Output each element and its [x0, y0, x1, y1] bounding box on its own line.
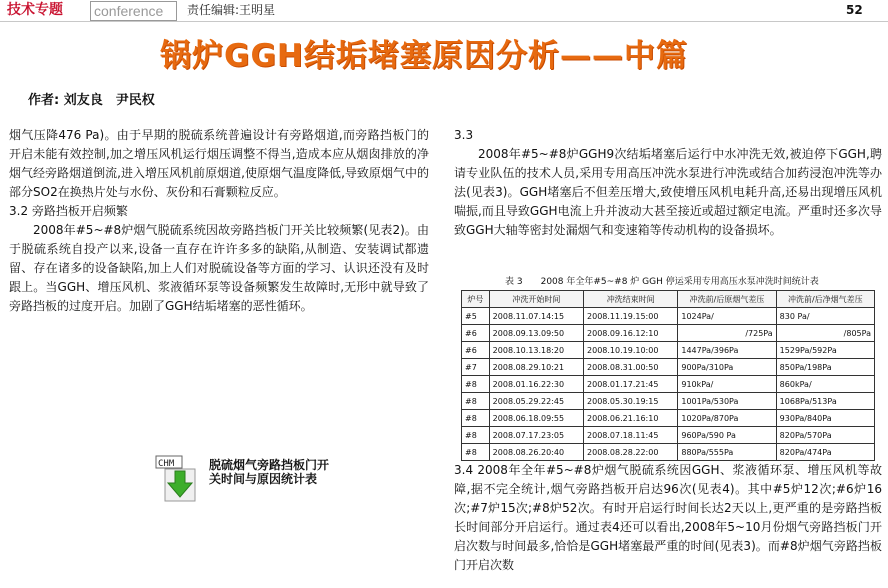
header-divider: [0, 21, 888, 22]
article-authors: 作者: 刘友良 尹民权: [28, 93, 155, 108]
table-cell: #7: [462, 359, 490, 376]
table-cell: 2008.06.21.16:10: [584, 410, 678, 427]
table-cell: 1024Pa/: [678, 308, 776, 325]
table-header-row: [462, 291, 875, 308]
table-cell: 850Pa/198Pa: [776, 359, 874, 376]
table-cell: 1529Pa/592Pa: [776, 342, 874, 359]
table-cell: 960Pa/590 Pa: [678, 427, 776, 444]
table-cell: 2008.08.26.20:40: [489, 444, 583, 461]
table-cell: 2008.11.07.14:15: [489, 308, 583, 325]
column-header: 冲洗结束时间: [584, 291, 678, 308]
section-heading: 3.2 旁路挡板开启频繁: [9, 204, 128, 218]
table-cell: 1001Pa/530Pa: [678, 393, 776, 410]
table-caption: 表 3 2008 年全年#5~#8 炉 GGH 停运采用专用高压水泵冲洗时间统计表: [505, 277, 819, 287]
chm-file-icon[interactable]: [155, 455, 205, 503]
table-cell: 820Pa/474Pa: [776, 444, 874, 461]
table-cell: 2008.08.28.22:00: [584, 444, 678, 461]
table-cell: 900Pa/310Pa: [678, 359, 776, 376]
table-cell: 2008.05.30.19:15: [584, 393, 678, 410]
table-row: [462, 325, 875, 342]
table-row: [462, 359, 875, 376]
table-row: [462, 427, 875, 444]
section-tag-en: conference: [90, 1, 177, 21]
right-column-bottom: [454, 461, 882, 575]
table-row: [462, 410, 875, 427]
left-column: [9, 126, 429, 316]
table-cell: #8: [462, 376, 490, 393]
table-cell: 830 Pa/: [776, 308, 874, 325]
table-cell: #8: [462, 410, 490, 427]
table-row: [462, 376, 875, 393]
table-cell: 2008.05.29.22:45: [489, 393, 583, 410]
page-number: 52: [846, 3, 863, 17]
table-cell: #8: [462, 393, 490, 410]
table-cell: 2008.01.17.21:45: [584, 376, 678, 393]
table-cell: 880Pa/555Pa: [678, 444, 776, 461]
table-cell: /725Pa: [678, 325, 776, 342]
table-cell: 2008.11.19.15:00: [584, 308, 678, 325]
table-cell: 910kPa/: [678, 376, 776, 393]
column-header: 冲洗前/后原烟气差压: [678, 291, 776, 308]
column-header: 冲洗前/后净烟气差压: [776, 291, 874, 308]
table-cell: #6: [462, 325, 490, 342]
section-tag: 技术专题: [7, 2, 63, 18]
table-cell: 1068Pa/513Pa: [776, 393, 874, 410]
editor-credit: 责任编辑:王明星: [187, 3, 276, 17]
table-cell: 2008.08.31.00:50: [584, 359, 678, 376]
section-heading: 3.3: [454, 128, 474, 142]
table-cell: 2008.08.29.10:21: [489, 359, 583, 376]
right-column-top: [454, 126, 882, 240]
table-cell: 930Pa/840Pa: [776, 410, 874, 427]
table-row: [462, 393, 875, 410]
paragraph: 3.4 2008年全年#5~#8炉烟气脱硫系统因GGH、浆液循环泵、增压风机等故障,据不完全统计,烟气旁路挡板开启达96次(见表4)。其中#5炉12次;#6炉16次;#7炉15次;#8炉52次。有时开启运行时间长达2天以上,更严重的是旁路挡板长时间部分开启运行。通过表4还可以看出,2008年5~10月份烟气旁路挡板门开启次数与时间最多,恰恰是GGH堵塞最严重的时间(见表3)。而#8炉烟气旁路挡板门开启次数: [454, 463, 882, 572]
table-row: [462, 342, 875, 359]
table-cell: 2008.09.16.12:10: [584, 325, 678, 342]
table-cell: /805Pa: [776, 325, 874, 342]
table-cell: #6: [462, 342, 490, 359]
paragraph: 烟气压降476 Pa)。由于早期的脱硫系统普遍设计有旁路烟道,而旁路挡板门的开启未能有效控制,加之增压风机运行烟压调整不得当,造成本应从烟囱排放的净烟气经旁路烟道倒流,进入增压风机前原烟道,使原烟气温度降低,导致原烟气中的部分SO2在换热片处与水份、灰份和石膏颗粒反应。: [9, 128, 429, 199]
paragraph: 2008年#5~#8炉GGH9次结垢堵塞后运行中水冲洗无效,被迫停下GGH,聘请专业队伍的技术人员,采用专用高压冲洗水泵进行冲洗或结合加药浸泡冲洗等办法(见表3)。GGH堵塞后不但差压增大,致使增压风机电耗升高,还易出现增压风机喘振,而且导致GGH电流上升并波动大甚至接近或超过额定电流。严重时还多次导致GGH大轴等密封处漏烟气和变速箱等传动机构的设备损坏。: [454, 147, 882, 237]
column-header: 炉号: [462, 291, 490, 308]
table-cell: 2008.06.18.09:55: [489, 410, 583, 427]
table-cell: 2008.07.18.11:45: [584, 427, 678, 444]
table-row: [462, 308, 875, 325]
paragraph: 2008年#5~#8炉烟气脱硫系统因故旁路挡板门开关比较频繁(见表2)。由于脱硫系统自投产以来,设备一直存在许许多多的缺陷,从制造、安装调试都遗留、存在诸多的设备缺陷,加上人们对脱硫设备等方面的学习、认识还没有及时跟上。当GGH、增压风机、浆液循环泵等设备频繁发生故障时,无形中就导致了旁路挡板的过度开启。加剧了GGH结垢堵塞的恶性循环。: [9, 223, 429, 313]
flush-statistics-table: [461, 290, 875, 461]
table-cell: 2008.10.19.10:00: [584, 342, 678, 359]
page-header: [0, 0, 888, 22]
chm-icon-label: CHM: [158, 459, 175, 469]
table-row: [462, 444, 875, 461]
article-title: 锅炉GGH结垢堵塞原因分析——中篇: [160, 38, 688, 74]
table-cell: 820Pa/570Pa: [776, 427, 874, 444]
table-cell: 2008.07.17.23:05: [489, 427, 583, 444]
table-cell: #5: [462, 308, 490, 325]
table-cell: 2008.01.16.22:30: [489, 376, 583, 393]
table-cell: 2008.09.13.09:50: [489, 325, 583, 342]
table-cell: #8: [462, 444, 490, 461]
table-cell: 860kPa/: [776, 376, 874, 393]
table-cell: 2008.10.13.18:20: [489, 342, 583, 359]
attachment-link[interactable]: 脱硫烟气旁路挡板门开关时间与原因统计表: [209, 458, 330, 486]
column-header: 冲洗开始时间: [489, 291, 583, 308]
table-cell: #8: [462, 427, 490, 444]
table-cell: 1447Pa/396Pa: [678, 342, 776, 359]
table-cell: 1020Pa/870Pa: [678, 410, 776, 427]
